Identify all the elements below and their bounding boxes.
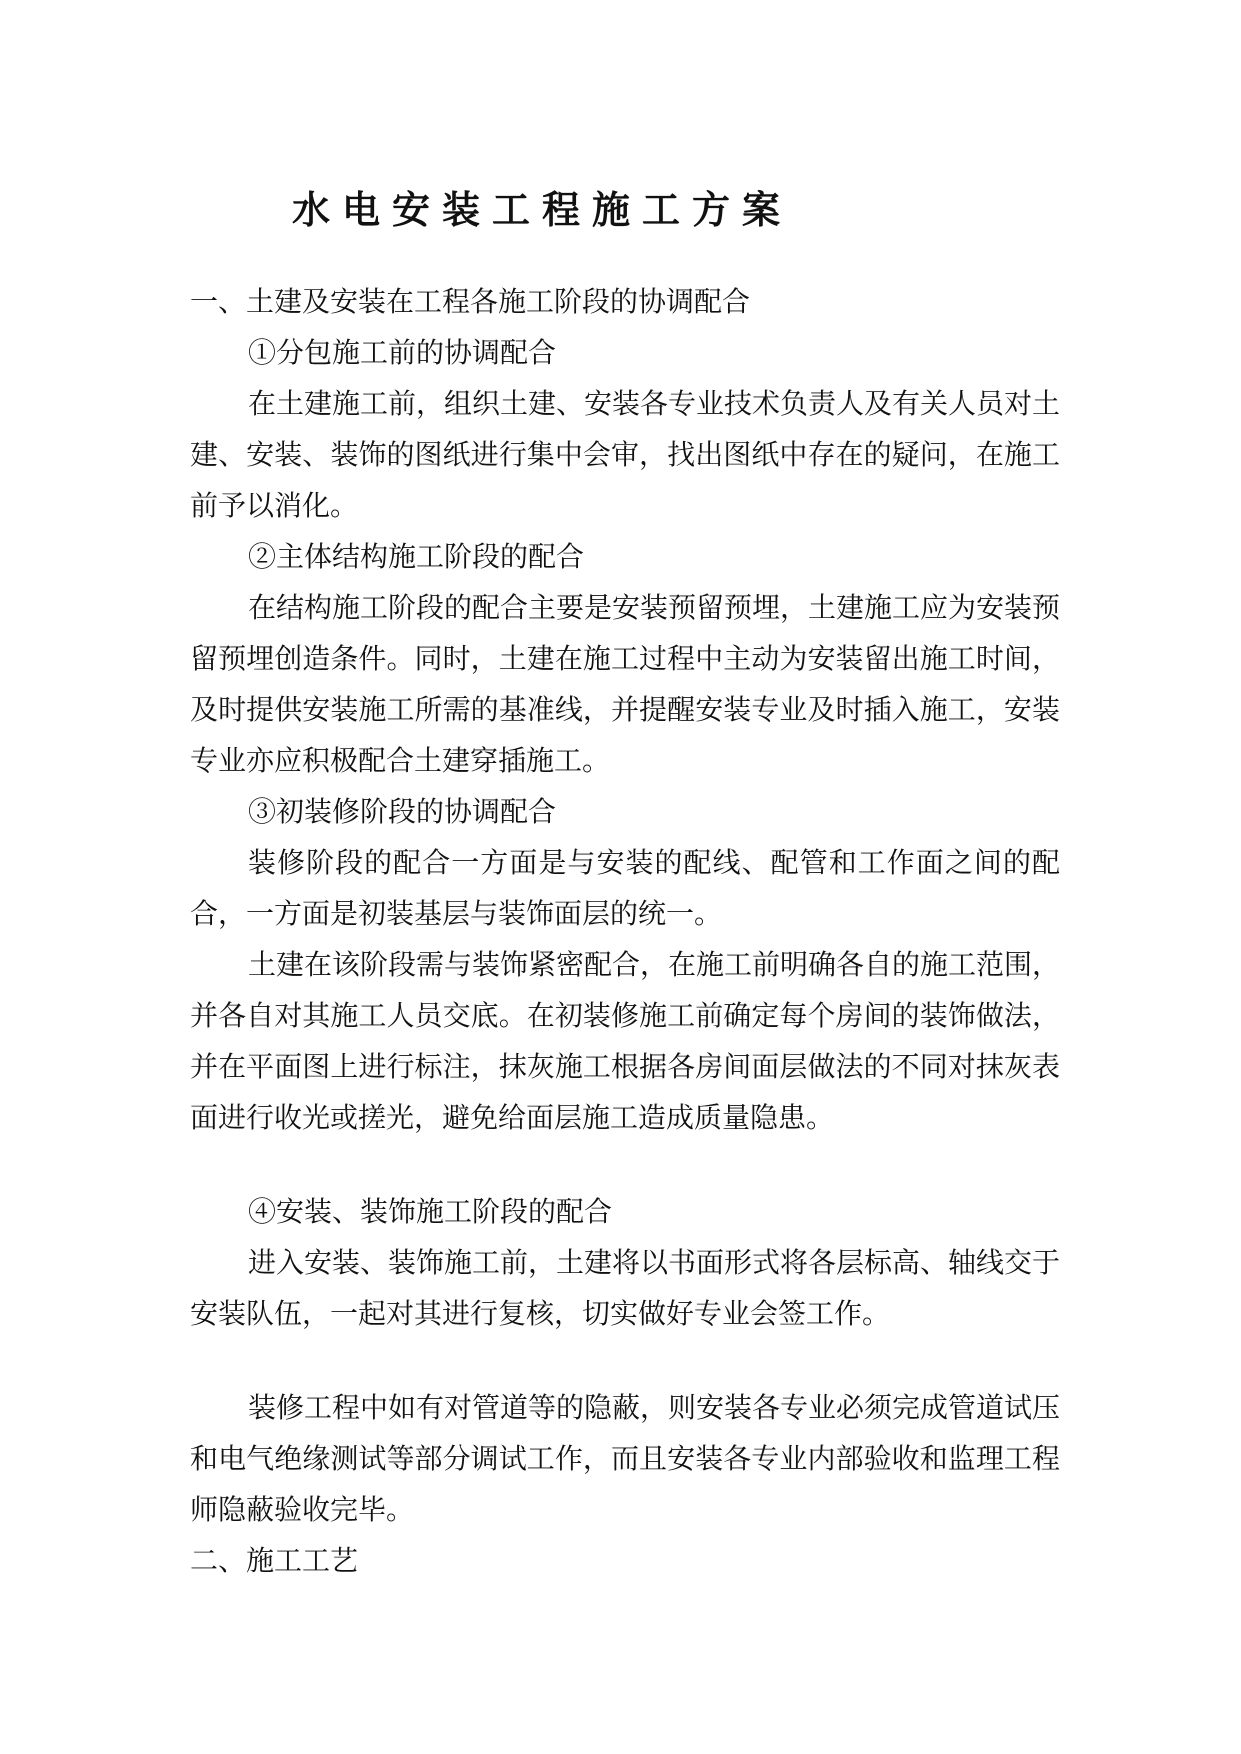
paragraph: 在土建施工前，组织土建、安装各专业技术负责人及有关人员对土建、安装、装饰的图纸进行集中会审，找出图纸中存在的疑问，在施工前予以消化。 [190,387,1061,522]
paragraph: 装修工程中如有对管道等的隐蔽，则安装各专业必须完成管道试压和电气绝缘测试等部分调试工作，而且安装各专业内部验收和监理工程师隐蔽验收完毕。 [190,1391,1061,1526]
paragraph: 土建在该阶段需与装饰紧密配合，在施工前明确各自的施工范围，并各自对其施工人员交底。在初装修施工前确定每个房间的装饰做法，并在平面图上进行标注，抹灰施工根据各房间面层做法的不同对抹灰表面进行收光或搓光，避免给面层施工造成质量隐患。 [190,948,1061,1134]
subsection-heading: ①分包施工前的协调配合 [248,336,557,369]
subsection-heading: ②主体结构施工阶段的配合 [248,540,585,573]
subsection-heading: ③初装修阶段的协调配合 [248,795,557,828]
paragraph: 装修阶段的配合一方面是与安装的配线、配管和工作面之间的配合，一方面是初装基层与装饰面层的统一。 [190,846,1060,930]
paragraph: 在结构施工阶段的配合主要是安装预留预埋，土建施工应为安装预留预埋创造条件。同时，土建在施工过程中主动为安装留出施工时间，及时提供安装施工所需的基准线，并提醒安装专业及时插入施工，安装专业亦应积极配合土建穿插施工。 [190,591,1061,777]
section-heading: 一、土建及安装在工程各施工阶段的协调配合 [190,285,751,318]
section-heading: 二、施工工艺 [190,1544,359,1577]
document-title: 水电安装工程施工方案 [292,188,793,232]
document-body [190,276,1060,1586]
subsection-heading: ④安装、装饰施工阶段的配合 [248,1195,613,1228]
paragraph: 进入安装、装饰施工前，土建将以书面形式将各层标高、轴线交于安装队伍，一起对其进行复核，切实做好专业会签工作。 [190,1246,1061,1330]
